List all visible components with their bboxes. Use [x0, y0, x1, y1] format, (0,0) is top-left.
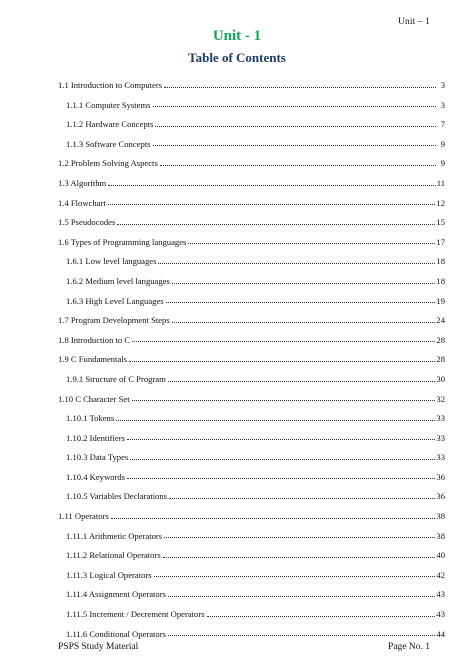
- toc-leader-dots: [130, 459, 435, 460]
- unit-title: Unit - 1: [212, 28, 262, 44]
- toc-entry[interactable]: [58, 521, 445, 541]
- toc-entry[interactable]: [58, 188, 445, 208]
- toc-entry-label: 1.5 Pseudocodes: [58, 217, 116, 228]
- toc-entry[interactable]: [58, 129, 445, 149]
- toc-entry[interactable]: [58, 227, 445, 247]
- toc-entry-label: 1.9.1 Structure of C Program: [66, 373, 166, 384]
- toc-entry[interactable]: [58, 246, 445, 266]
- toc-entry-page-number: 28: [436, 354, 445, 365]
- toc-leader-dots: [188, 243, 435, 244]
- toc-entry-page-number: 33: [436, 413, 445, 424]
- toc-entry-label: 1.10.4 Keywords: [66, 471, 125, 482]
- toc-entry-label: 1.1 Introduction to Computers: [58, 80, 163, 90]
- toc-entry[interactable]: [58, 148, 445, 168]
- toc-leader-dots: [160, 165, 436, 166]
- toc-entry[interactable]: [58, 344, 445, 364]
- toc-leader-dots: [163, 557, 436, 558]
- toc-leader-dots: [153, 145, 437, 146]
- toc-entry-page-number: 9: [440, 158, 445, 169]
- toc-entry[interactable]: [58, 481, 445, 501]
- toc-entry-label: 1.11.4 Assignment Operators: [66, 589, 166, 600]
- toc-entry-label: 1.8 Introduction to C: [58, 334, 131, 345]
- toc-entry-label: 1.1.1 Computer Systems: [66, 99, 151, 110]
- toc-entry[interactable]: [58, 168, 445, 188]
- footer-study-material: PSPS Study Material: [58, 642, 139, 652]
- toc-entry-label: 1.3 Algorithm: [58, 177, 107, 188]
- toc-entry-page-number: 43: [436, 609, 445, 620]
- toc-entry[interactable]: [58, 90, 445, 110]
- unit-header-label: Unit – 1: [398, 17, 430, 27]
- toc-entry-page-number: 33: [436, 432, 445, 443]
- toc-leader-dots: [207, 616, 436, 617]
- toc-leader-dots: [132, 400, 436, 401]
- toc-leader-dots: [164, 87, 436, 88]
- toc-entry-page-number: 36: [436, 491, 445, 502]
- toc-entry[interactable]: [58, 501, 445, 521]
- toc-leader-dots: [155, 126, 436, 127]
- toc-entry-label: 1.11 Operators: [58, 511, 109, 522]
- toc-entry-page-number: 12: [436, 197, 445, 208]
- toc-leader-dots: [154, 576, 436, 577]
- toc-entry-page-number: 18: [436, 275, 445, 286]
- toc-entry-label: 1.11.1 Arithmetic Operators: [66, 530, 163, 541]
- toc-entry-label: 1.10.2 Identifiers: [66, 432, 125, 443]
- toc-entry-page-number: 42: [436, 569, 445, 580]
- toc-entry[interactable]: [58, 384, 445, 404]
- toc-entry[interactable]: [58, 462, 445, 482]
- toc-entry-page-number: 38: [436, 511, 445, 522]
- toc-entry-page-number: 32: [436, 393, 445, 404]
- toc-entry[interactable]: [58, 207, 445, 227]
- toc-entry-page-number: 36: [436, 471, 445, 482]
- toc-leader-dots: [127, 478, 435, 479]
- toc-entry-page-number: 44: [436, 628, 445, 639]
- toc-entry-page-number: 30: [436, 373, 445, 384]
- toc-leader-dots: [164, 537, 435, 538]
- toc-entry-page-number: 15: [436, 217, 445, 228]
- toc-entry-label: 1.1.3 Software Concepts: [66, 138, 151, 149]
- toc-entry-label: 1.2 Problem Solving Aspects: [58, 158, 158, 169]
- toc-entry-label: 1.9 C Fundamentals: [58, 354, 127, 365]
- toc-entry-label: 1.10.3 Data Types: [66, 452, 129, 463]
- toc-entry[interactable]: [58, 540, 445, 560]
- toc-entry[interactable]: [58, 286, 445, 306]
- toc-entry-page-number: 43: [436, 589, 445, 600]
- toc-entry-label: 1.10 C Character Set: [58, 393, 130, 404]
- toc-entry-page-number: 3: [440, 99, 445, 110]
- toc-entry-label: 1.6.2 Medium level languages: [66, 275, 170, 286]
- toc-entry-page-number: 9: [440, 138, 445, 149]
- toc-entry-page-number: 3: [440, 80, 445, 90]
- toc-leader-dots: [108, 204, 436, 205]
- toc-entry-label: 1.11.5 Increment / Decrement Operators: [66, 609, 205, 620]
- table-of-contents: [58, 70, 445, 638]
- toc-entry-label: 1.10.1 Tokens: [66, 413, 115, 424]
- toc-leader-dots: [117, 224, 435, 225]
- toc-leader-dots: [172, 322, 436, 323]
- toc-entry[interactable]: [58, 423, 445, 443]
- toc-entry-page-number: 40: [436, 550, 445, 561]
- toc-entry-label: 1.6.3 High Level Languages: [66, 295, 164, 306]
- toc-leader-dots: [116, 420, 435, 421]
- toc-entry-page-number: 19: [436, 295, 445, 306]
- toc-entry[interactable]: [58, 579, 445, 599]
- toc-entry-label: 1.11.2 Relational Operators: [66, 550, 161, 561]
- toc-entry-label: 1.10.5 Variables Declarations: [66, 491, 168, 502]
- toc-entry-page-number: 7: [440, 119, 445, 130]
- toc-leader-dots: [108, 185, 435, 186]
- toc-entry-label: 1.7 Program Development Steps: [58, 315, 170, 326]
- toc-entry[interactable]: [58, 325, 445, 345]
- toc-entry[interactable]: [58, 619, 445, 639]
- toc-leader-dots: [111, 518, 436, 519]
- toc-entry-label: 1.6.1 Low level languages: [66, 256, 157, 267]
- toc-entry[interactable]: [58, 364, 445, 384]
- table-of-contents-title: Table of Contents: [188, 50, 286, 65]
- toc-entry[interactable]: [58, 560, 445, 580]
- toc-leader-dots: [158, 263, 435, 264]
- toc-leader-dots: [127, 439, 435, 440]
- toc-entry-label: 1.1.2 Hardware Concepts: [66, 119, 154, 130]
- toc-leader-dots: [168, 381, 436, 382]
- toc-entry-page-number: 38: [436, 530, 445, 541]
- toc-entry-label: 1.4 Flowchart: [58, 197, 106, 208]
- toc-entry[interactable]: [58, 403, 445, 423]
- toc-entry-label: 1.6 Types of Programming languages: [58, 236, 187, 247]
- toc-entry[interactable]: [58, 109, 445, 129]
- toc-entry[interactable]: [58, 442, 445, 462]
- toc-leader-dots: [132, 341, 435, 342]
- toc-entry-page-number: 18: [436, 256, 445, 267]
- toc-entry-page-number: 11: [436, 177, 445, 188]
- toc-entry[interactable]: [58, 599, 445, 619]
- toc-leader-dots: [169, 498, 435, 499]
- toc-leader-dots: [168, 596, 435, 597]
- toc-entry-page-number: 33: [436, 452, 445, 463]
- toc-entry[interactable]: [58, 266, 445, 286]
- toc-entry-label: 1.11.3 Logical Operators: [66, 569, 152, 580]
- toc-entry[interactable]: [58, 70, 445, 90]
- toc-leader-dots: [153, 106, 436, 107]
- toc-entry-page-number: 24: [436, 315, 445, 326]
- toc-entry-page-number: 17: [436, 236, 445, 247]
- toc-entry[interactable]: [58, 305, 445, 325]
- toc-leader-dots: [129, 361, 435, 362]
- toc-entry-page-number: 28: [436, 334, 445, 345]
- footer-page-number: Page No. 1: [388, 642, 430, 652]
- toc-leader-dots: [166, 302, 436, 303]
- toc-leader-dots: [172, 283, 436, 284]
- toc-entry-label: 1.11.6 Conditional Operators: [66, 628, 166, 639]
- toc-leader-dots: [168, 635, 435, 636]
